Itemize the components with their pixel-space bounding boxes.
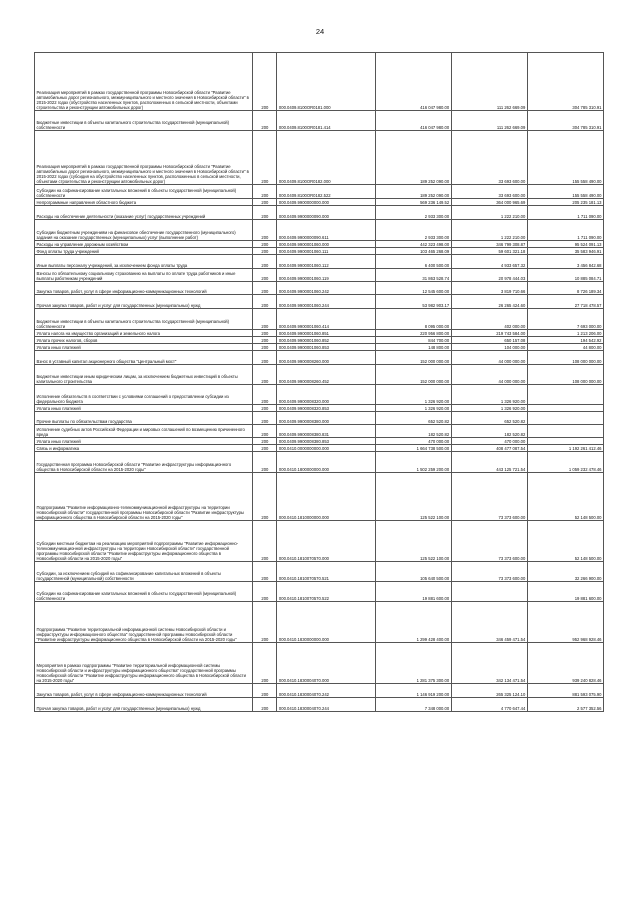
- planned-amount-cell: 103 465 268.09: [375, 248, 451, 255]
- planned-amount-cell: 19 881 600.00: [375, 582, 451, 602]
- admin-code-cell: 200: [253, 365, 277, 385]
- row-name-cell: Субсидии бюджетным учреждениям на финансовое обеспечение государственного (муниципального) задания на оказание государственных (муниципальных) услуг (выполнение работ): [35, 220, 253, 241]
- budget-code-cell: 000.0409.8100ОR0182.522: [277, 185, 375, 199]
- unexecuted-amount-cell: [527, 412, 603, 425]
- unexecuted-amount-cell: 44 800.00: [527, 344, 603, 351]
- table-row: [35, 445, 604, 452]
- budget-code-cell: 000.0409.9900001060.414: [277, 309, 375, 330]
- executed-amount-cell: 1 222 210.00: [451, 220, 527, 241]
- unexecuted-amount-cell: 52 148 500.00: [527, 473, 603, 521]
- unexecuted-amount-cell: 1 711 090.00: [527, 206, 603, 220]
- budget-code-cell: 000.0409.9900008380.831: [277, 425, 375, 438]
- executed-amount-cell: 346 459 471.54: [451, 602, 527, 643]
- budget-code-cell: 000.0410.1810070570.521: [277, 562, 375, 582]
- executed-amount-cell: 1 222 210.00: [451, 206, 527, 220]
- planned-amount-cell: 31 863 528.74: [375, 269, 451, 282]
- executed-amount-cell: 26 265 424.60: [451, 295, 527, 309]
- budget-code-cell: 000.0409.9900001060.000: [277, 241, 375, 248]
- admin-code-cell: 200: [253, 330, 277, 337]
- table-row: [35, 248, 604, 255]
- table-row: [35, 295, 604, 309]
- row-name-cell: Подпрограмма "Развитие информационно-телекоммуникационной инфраструктуры на территории Новосибирской области" государственной программы Новосибирской области "Развитие инфраструктуры информационного общества в Новосибирской области на 2015-2020 годы": [35, 473, 253, 521]
- row-name-cell: Закупка товаров, работ, услуг в сфере информационно-коммуникационных технологий: [35, 684, 253, 698]
- planned-amount-cell: 125 522 100.00: [375, 473, 451, 521]
- unexecuted-amount-cell: 35 583 946.91: [527, 248, 603, 255]
- admin-code-cell: 200: [253, 521, 277, 562]
- planned-amount-cell: 12 545 600.00: [375, 282, 451, 295]
- executed-amount-cell: 44 000 000.00: [451, 365, 527, 385]
- unexecuted-amount-cell: 3 456 842.68: [527, 255, 603, 269]
- table-row: [35, 255, 604, 269]
- admin-code-cell: 200: [253, 269, 277, 282]
- table-row: [35, 337, 604, 344]
- budget-code-cell: 000.0409.9900008320.853: [277, 405, 375, 412]
- unexecuted-amount-cell: 205 235 181.13: [527, 199, 603, 206]
- executed-amount-cell: 219 743 584.00: [451, 330, 527, 337]
- row-name-cell: Прочая закупка товаров, работ и услуг для государственных (муниципальных) нужд: [35, 698, 253, 712]
- planned-amount-cell: 416 047 980.00: [375, 53, 451, 111]
- unexecuted-amount-cell: 19 881 600.00: [527, 582, 603, 602]
- planned-amount-cell: 189 252 090.00: [375, 131, 451, 185]
- admin-code-cell: 200: [253, 185, 277, 199]
- table-row: [35, 521, 604, 562]
- table-row: [35, 643, 604, 684]
- admin-code-cell: 200: [253, 337, 277, 344]
- admin-code-cell: 200: [253, 684, 277, 698]
- executed-amount-cell: 20 978 444.03: [451, 269, 527, 282]
- table-row: [35, 185, 604, 199]
- table-body: [35, 53, 604, 712]
- row-name-cell: Бюджетные инвестиции иным юридическим лицам, за исключением бюджетных инвестиций в объекты капитального строительства: [35, 365, 253, 385]
- planned-amount-cell: 1 664 738 500.00: [375, 445, 451, 452]
- unexecuted-amount-cell: 304 785 310.91: [527, 53, 603, 111]
- budget-code-cell: 000.0409.9900008260.452: [277, 365, 375, 385]
- budget-code-cell: 000.0409.9900008380.853: [277, 438, 375, 445]
- budget-code-cell: 000.0409.9900008380.000: [277, 412, 375, 425]
- row-name-cell: Взнос в уставный капитал акционерного общества "Центральный мост": [35, 351, 253, 365]
- planned-amount-cell: 1 326 920.00: [375, 405, 451, 412]
- unexecuted-amount-cell: [527, 425, 603, 438]
- executed-amount-cell: 1 326 920.00: [451, 385, 527, 405]
- planned-amount-cell: 152 000 000.00: [375, 365, 451, 385]
- admin-code-cell: 200: [253, 309, 277, 330]
- unexecuted-amount-cell: 10 885 084.71: [527, 269, 603, 282]
- planned-amount-cell: 182 520.82: [375, 425, 451, 438]
- admin-code-cell: 200: [253, 220, 277, 241]
- planned-amount-cell: 152 000 000.00: [375, 351, 451, 365]
- unexecuted-amount-cell: [527, 385, 603, 405]
- planned-amount-cell: 1 281 375 300.00: [375, 643, 451, 684]
- planned-amount-cell: 470 000.00: [375, 438, 451, 445]
- budget-code-cell: 000.0410.1830000000.000: [277, 602, 375, 643]
- admin-code-cell: 200: [253, 473, 277, 521]
- unexecuted-amount-cell: 95 524 091.13: [527, 241, 603, 248]
- executed-amount-cell: 402 000.00: [451, 309, 527, 330]
- unexecuted-amount-cell: 108 000 000.00: [527, 365, 603, 385]
- table-row: [35, 698, 604, 712]
- planned-amount-cell: 2 933 300.00: [375, 206, 451, 220]
- admin-code-cell: 200: [253, 562, 277, 582]
- budget-code-cell: 000.0410.1800000000.000: [277, 452, 375, 473]
- row-name-cell: Закупка товаров, работ, услуг в сфере информационно-коммуникационных технологий: [35, 282, 253, 295]
- executed-amount-cell: 650 157.08: [451, 337, 527, 344]
- admin-code-cell: 200: [253, 248, 277, 255]
- admin-code-cell: 200: [253, 282, 277, 295]
- budget-code-cell: 000.0409.9900001060.853: [277, 344, 375, 351]
- planned-amount-cell: 416 047 980.00: [375, 111, 451, 131]
- table-row: [35, 473, 604, 521]
- executed-amount-cell: 111 262 669.09: [451, 111, 527, 131]
- planned-amount-cell: 148 800.00: [375, 344, 451, 351]
- admin-code-cell: 200: [253, 385, 277, 405]
- planned-amount-cell: 1 326 920.00: [375, 385, 451, 405]
- budget-code-cell: 000.0409.9900000090.000: [277, 206, 375, 220]
- executed-amount-cell: 470 000.00: [451, 438, 527, 445]
- executed-amount-cell: 33 693 600.00: [451, 131, 527, 185]
- unexecuted-amount-cell: 108 000 000.00: [527, 351, 603, 365]
- table-row: [35, 206, 604, 220]
- admin-code-cell: 200: [253, 351, 277, 365]
- executed-amount-cell: 4 770 647.44: [451, 698, 527, 712]
- executed-amount-cell: 182 520.82: [451, 425, 527, 438]
- unexecuted-amount-cell: 52 148 500.00: [527, 521, 603, 562]
- row-name-cell: Исполнение обязательств в соответствии с условиями соглашений о предоставлении субсидии из федерального бюджета: [35, 385, 253, 405]
- executed-amount-cell: 73 373 600.00: [451, 562, 527, 582]
- row-name-cell: Реализация мероприятий в рамках государственной программы Новосибирской области "Развитие автомобильных дорог регионального, межмуниципального и местного значения в Новосибирской области" в 2015-2022 годах (обустройство населенных пунктов, расположенных в сельской местности, объектами строительства и реконструкции автомобильных дорог): [35, 53, 253, 111]
- executed-amount-cell: 3 819 710.66: [451, 282, 527, 295]
- table-row: [35, 282, 604, 295]
- row-name-cell: Мероприятия в рамках подпрограммы "Развитие территориальной информационной системы Новосибирской области и инфраструктуры информационного общества" государственной программы Новосибирской области "Развитие инфраструктуры информационного общества в Новосибирской области на 2015-2020 годы": [35, 643, 253, 684]
- unexecuted-amount-cell: 1 213 206.00: [527, 330, 603, 337]
- budget-code-cell: 000.0409.9900000090.611: [277, 220, 375, 241]
- planned-amount-cell: 8 095 000.00: [375, 309, 451, 330]
- row-name-cell: Бюджетные инвестиции в объекты капитального строительства государственной (муниципальной) собственности: [35, 309, 253, 330]
- planned-amount-cell: 189 252 090.00: [375, 185, 451, 199]
- planned-amount-cell: 1 502 259 200.00: [375, 452, 451, 473]
- budget-code-cell: 000.0410.1830004070.000: [277, 643, 375, 684]
- budget-code-cell: 000.0409.9900001060.852: [277, 337, 375, 344]
- row-name-cell: Подпрограмма "Развитие территориальной информационной системы Новосибирской области и инфраструктуры информационного общества" государственной программы Новосибирской области "Развитие инфраструктуры информационного общества в Новосибирской области на 2015-2020 годы": [35, 602, 253, 643]
- row-name-cell: Бюджетные инвестиции в объекты капитального строительства государственной (муниципальной) собственности: [35, 111, 253, 131]
- budget-code-cell: 000.0409.9900001060.119: [277, 269, 375, 282]
- admin-code-cell: 200: [253, 452, 277, 473]
- row-name-cell: Иные выплаты персоналу учреждений, за исключением фонда оплаты труда: [35, 255, 253, 269]
- table-row: [35, 684, 604, 698]
- admin-code-cell: 200: [253, 344, 277, 351]
- executed-amount-cell: 4 933 657.32: [451, 255, 527, 269]
- admin-code-cell: 200: [253, 131, 277, 185]
- admin-code-cell: 200: [253, 241, 277, 248]
- executed-amount-cell: 408 477 087.54: [451, 445, 527, 452]
- row-name-cell: Взносы по обязательному социальному страхованию на выплаты по оплате труда работников и иные выплаты работникам учреждений: [35, 269, 253, 282]
- admin-code-cell: 200: [253, 412, 277, 425]
- admin-code-cell: 200: [253, 255, 277, 269]
- table-row: [35, 385, 604, 405]
- executed-amount-cell: 265 325 124.10: [451, 684, 527, 698]
- executed-amount-cell: 59 601 321.18: [451, 248, 527, 255]
- executed-amount-cell: 73 373 600.00: [451, 473, 527, 521]
- executed-amount-cell: 364 000 965.69: [451, 199, 527, 206]
- row-name-cell: Уплата налога на имущество организаций и земельного налога: [35, 330, 253, 337]
- unexecuted-amount-cell: 952 968 928.46: [527, 602, 603, 643]
- admin-code-cell: 200: [253, 199, 277, 206]
- executed-amount-cell: 111 262 669.09: [451, 53, 527, 111]
- table-row: [35, 241, 604, 248]
- table-row: [35, 220, 604, 241]
- table-row: [35, 269, 604, 282]
- table-row: [35, 111, 604, 131]
- table-row: [35, 582, 604, 602]
- budget-code-cell: 000.0409.9900001060.112: [277, 255, 375, 269]
- row-name-cell: Фонд оплаты труда учреждений: [35, 248, 253, 255]
- table-row: [35, 131, 604, 185]
- executed-amount-cell: 443 125 721.54: [451, 452, 527, 473]
- budget-code-cell: 000.0409.9900001060.111: [277, 248, 375, 255]
- table-row: [35, 344, 604, 351]
- table-row: [35, 365, 604, 385]
- budget-code-cell: 000.0410.1810070570.522: [277, 582, 375, 602]
- executed-amount-cell: 104 000.00: [451, 344, 527, 351]
- admin-code-cell: 200: [253, 405, 277, 412]
- budget-code-cell: 000.0410.1810000000.000: [277, 473, 375, 521]
- budget-code-cell: 000.0409.9900008260.000: [277, 351, 375, 365]
- table-row: [35, 405, 604, 412]
- row-name-cell: Связь и информатика: [35, 445, 253, 452]
- row-name-cell: Субсидии на софинансирование капитальных вложений в объекты государственной (муниципальной) собственности: [35, 582, 253, 602]
- budget-code-cell: 000.0409.9900001060.242: [277, 282, 375, 295]
- unexecuted-amount-cell: [527, 405, 603, 412]
- planned-amount-cell: 6 400 500.00: [375, 255, 451, 269]
- executed-amount-cell: [451, 582, 527, 602]
- row-name-cell: Субсидии на софинансирование капитальных вложений в объекты государственной (муниципальной) собственности: [35, 185, 253, 199]
- budget-code-cell: 000.0409.9900001060.244: [277, 295, 375, 309]
- executed-amount-cell: 1 326 920.00: [451, 405, 527, 412]
- admin-code-cell: 200: [253, 602, 277, 643]
- budget-execution-table: [34, 52, 604, 712]
- budget-code-cell: 000.0409.9900000000.000: [277, 199, 375, 206]
- planned-amount-cell: 7 348 000.00: [375, 698, 451, 712]
- unexecuted-amount-cell: 881 593 075.90: [527, 684, 603, 698]
- budget-code-cell: 000.0410.0000000000.000: [277, 445, 375, 452]
- budget-code-cell: 000.0410.1830004070.242: [277, 684, 375, 698]
- table-row: [35, 309, 604, 330]
- planned-amount-cell: 125 522 100.00: [375, 521, 451, 562]
- planned-amount-cell: 105 640 500.00: [375, 562, 451, 582]
- page-number: 24: [315, 27, 325, 36]
- unexecuted-amount-cell: 2 577 352.56: [527, 698, 603, 712]
- budget-code-cell: 000.0409.8100ОR0182.000: [277, 131, 375, 185]
- planned-amount-cell: 844 700.00: [375, 337, 451, 344]
- admin-code-cell: 200: [253, 445, 277, 452]
- unexecuted-amount-cell: 1 059 232 478.46: [527, 452, 603, 473]
- executed-amount-cell: 342 134 471.54: [451, 643, 527, 684]
- row-name-cell: Реализация мероприятий в рамках государственной программы Новосибирской области "Развитие автомобильных дорог регионального, межмуниципального и местного значения в Новосибирской области" в 2015-2022 годах (субсидия на обустройство населенных пунктов, расположенных в сельской местности, объектами строительства и реконструкции автомобильных дорог): [35, 131, 253, 185]
- executed-amount-cell: 346 799 308.87: [451, 241, 527, 248]
- admin-code-cell: 200: [253, 111, 277, 131]
- budget-code-cell: 000.0409.8100ОR0181.000: [277, 53, 375, 111]
- unexecuted-amount-cell: 8 726 189.34: [527, 282, 603, 295]
- row-name-cell: Расходы на управление дорожным хозяйством: [35, 241, 253, 248]
- table-row: [35, 53, 604, 111]
- table-row: [35, 562, 604, 582]
- table-row: [35, 425, 604, 438]
- row-name-cell: Исполнение судебных актов Российской Федерации и мировых соглашений по возмещению причиненного вреда: [35, 425, 253, 438]
- table-row: [35, 412, 604, 425]
- budget-code-cell: 000.0409.8100ОR0181.414: [277, 111, 375, 131]
- table-row: [35, 199, 604, 206]
- row-name-cell: Уплата иных платежей: [35, 344, 253, 351]
- unexecuted-amount-cell: 1 192 261 412.46: [527, 445, 603, 452]
- planned-amount-cell: 442 323 498.00: [375, 241, 451, 248]
- executed-amount-cell: 44 000 000.00: [451, 351, 527, 365]
- unexecuted-amount-cell: 155 558 490.00: [527, 185, 603, 199]
- planned-amount-cell: 1 299 428 400.00: [375, 602, 451, 643]
- executed-amount-cell: 73 373 600.00: [451, 521, 527, 562]
- admin-code-cell: 200: [253, 53, 277, 111]
- row-name-cell: Уплата иных платежей: [35, 405, 253, 412]
- table-row: [35, 351, 604, 365]
- table-row: [35, 602, 604, 643]
- planned-amount-cell: 53 982 903.17: [375, 295, 451, 309]
- budget-code-cell: 000.0410.1830004070.244: [277, 698, 375, 712]
- table-row: [35, 452, 604, 473]
- planned-amount-cell: 1 146 919 200.00: [375, 684, 451, 698]
- executed-amount-cell: 652 520.82: [451, 412, 527, 425]
- budget-code-cell: 000.0409.9900001060.851: [277, 330, 375, 337]
- row-name-cell: Уплата иных платежей: [35, 438, 253, 445]
- unexecuted-amount-cell: [527, 438, 603, 445]
- unexecuted-amount-cell: 194 542.92: [527, 337, 603, 344]
- unexecuted-amount-cell: 32 266 900.00: [527, 562, 603, 582]
- unexecuted-amount-cell: 7 693 000.00: [527, 309, 603, 330]
- admin-code-cell: 200: [253, 206, 277, 220]
- row-name-cell: Непрограммные направления областного бюджета: [35, 199, 253, 206]
- admin-code-cell: 200: [253, 582, 277, 602]
- budget-code-cell: 000.0410.1810070570.000: [277, 521, 375, 562]
- row-name-cell: Субсидии, за исключением субсидий на софинансирование капитальных вложений в объекты государственной (муниципальной) собственности: [35, 562, 253, 582]
- unexecuted-amount-cell: 1 711 090.00: [527, 220, 603, 241]
- table-row: [35, 438, 604, 445]
- unexecuted-amount-cell: 27 718 478.57: [527, 295, 603, 309]
- row-name-cell: Прочая закупка товаров, работ и услуг для государственных (муниципальных) нужд: [35, 295, 253, 309]
- row-name-cell: Уплата прочих налогов, сборов: [35, 337, 253, 344]
- unexecuted-amount-cell: 155 558 490.00: [527, 131, 603, 185]
- admin-code-cell: 200: [253, 698, 277, 712]
- row-name-cell: Государственная программа Новосибирской области "Развитие инфраструктуры информационного общества в Новосибирской области на 2015-2020 годы": [35, 452, 253, 473]
- admin-code-cell: 200: [253, 425, 277, 438]
- planned-amount-cell: 569 236 149.52: [375, 199, 451, 206]
- admin-code-cell: 200: [253, 643, 277, 684]
- row-name-cell: Расходы на обеспечение деятельности (оказание услуг) государственных учреждений: [35, 206, 253, 220]
- planned-amount-cell: 220 956 800.00: [375, 330, 451, 337]
- row-name-cell: Прочие выплаты по обязательствам государства: [35, 412, 253, 425]
- executed-amount-cell: 33 693 600.00: [451, 185, 527, 199]
- planned-amount-cell: 652 520.82: [375, 412, 451, 425]
- unexecuted-amount-cell: 304 785 310.91: [527, 111, 603, 131]
- row-name-cell: Субсидии местным бюджетам на реализацию мероприятий подпрограммы "Развитие информационно-телекоммуникационной инфраструктуры на территории Новосибирской области" государственной программы Новосибирской области "Развитие инфраструктуры информационного общества в Новосибирской области на 2015-2020 годы": [35, 521, 253, 562]
- budget-code-cell: 000.0409.9900008320.000: [277, 385, 375, 405]
- unexecuted-amount-cell: 939 240 828.46: [527, 643, 603, 684]
- planned-amount-cell: 2 933 300.00: [375, 220, 451, 241]
- admin-code-cell: 200: [253, 295, 277, 309]
- admin-code-cell: 200: [253, 438, 277, 445]
- table-row: [35, 330, 604, 337]
